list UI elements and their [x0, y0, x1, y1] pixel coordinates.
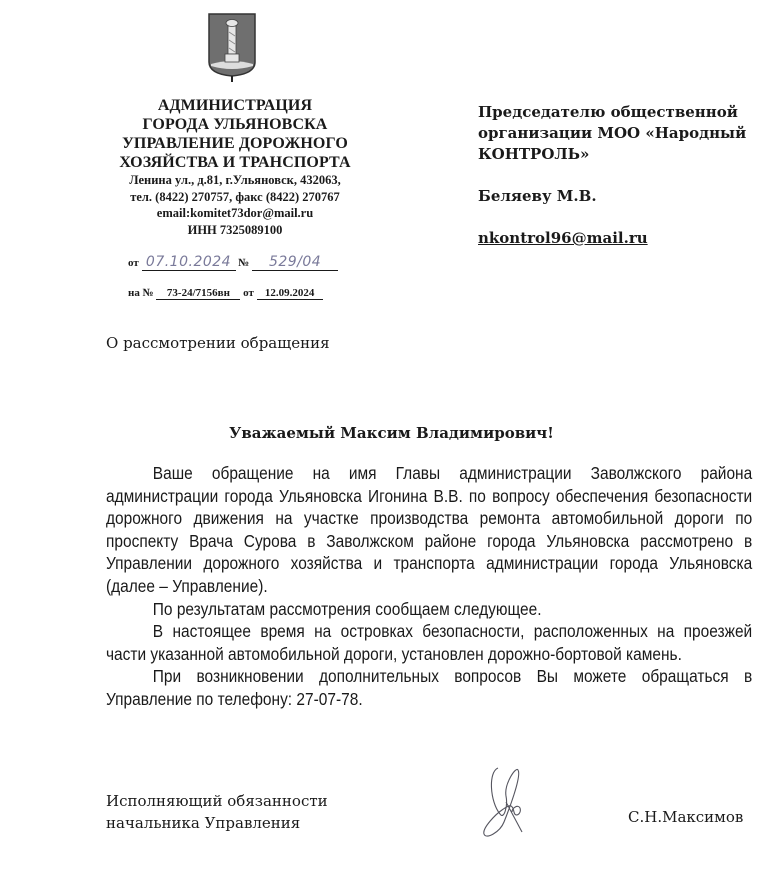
body-paragraph: По результатам рассмотрения сообщаем следующее.	[152, 598, 542, 619]
recipient-line: КОНТРОЛЬ»	[478, 145, 590, 163]
body-paragraph: Ваше обращение на имя Главы администрации Заволжского района администрации города Ульяновска Игонина В.В. по вопросу обеспечения безопасности дорожного движения на участке производства ремонта автомобильной дороги по проспекту Врача Сурова в Заволжском районе города Ульяновска рассмотрено в Управлении дорожного хозяйства и транспорта администрации города Ульяновска (далее – Управление).	[106, 463, 753, 596]
subject-line: О рассмотрении обращения	[106, 334, 330, 352]
reply-date: 12.09.2024	[257, 287, 323, 300]
handwritten-number: 529/04	[252, 254, 338, 271]
greeting: Уважаемый Максим Владимирович!	[229, 424, 554, 442]
org-name-line: ХОЗЯЙСТВА И ТРАНСПОРТА	[119, 154, 351, 171]
reply-from-label: от	[243, 287, 254, 299]
reply-registration	[128, 287, 323, 300]
handwritten-signature-icon	[478, 762, 548, 842]
org-address: Ленина ул., д.81, г.Ульяновск, 432063,	[129, 173, 341, 187]
reply-number: 73-24/7156вн	[156, 287, 240, 300]
recipient-line: организации МОО «Народный	[478, 124, 747, 142]
number-label: №	[238, 257, 250, 269]
org-phones: тел. (8422) 270757, факс (8422) 270767	[130, 189, 340, 204]
recipient-line: Председателю общественной	[478, 103, 738, 121]
signatory-name: С.Н.Максимов	[628, 808, 744, 826]
org-name-line: АДМИНИСТРАЦИЯ	[157, 97, 313, 114]
letter-body	[106, 462, 752, 711]
signatory-position	[106, 790, 328, 834]
org-inn: ИНН 7325089100	[187, 222, 283, 237]
position-line: Исполняющий обязанности	[106, 792, 328, 810]
outgoing-registration	[128, 254, 338, 271]
body-paragraph: В настоящее время на островках безопасности, расположенных на проезжей части указанной автомобильной дороги, установлен дорожно-бортовой камень.	[106, 621, 753, 664]
org-email: email:komitet73dor@mail.ru	[156, 206, 314, 220]
reply-label: на №	[128, 287, 154, 299]
recipient-email-link[interactable]: nkontrol96@mail.ru	[478, 229, 648, 247]
handwritten-date: 07.10.2024	[142, 254, 236, 271]
recipient-block	[478, 102, 768, 249]
recipient-name: Беляеву М.В.	[478, 187, 597, 205]
organization-header	[95, 96, 375, 238]
org-name-line: УПРАВЛЕНИЕ ДОРОЖНОГО	[122, 135, 348, 152]
from-label: от	[128, 257, 139, 269]
position-line: начальника Управления	[106, 814, 301, 832]
org-name-line: ГОРОДА УЛЬЯНОВСКА	[142, 116, 328, 133]
coat-of-arms-icon	[207, 12, 257, 84]
body-paragraph: При возникновении дополнительных вопросов Вы можете обращаться в Управление по телефону: 27-07-78.	[106, 666, 753, 709]
